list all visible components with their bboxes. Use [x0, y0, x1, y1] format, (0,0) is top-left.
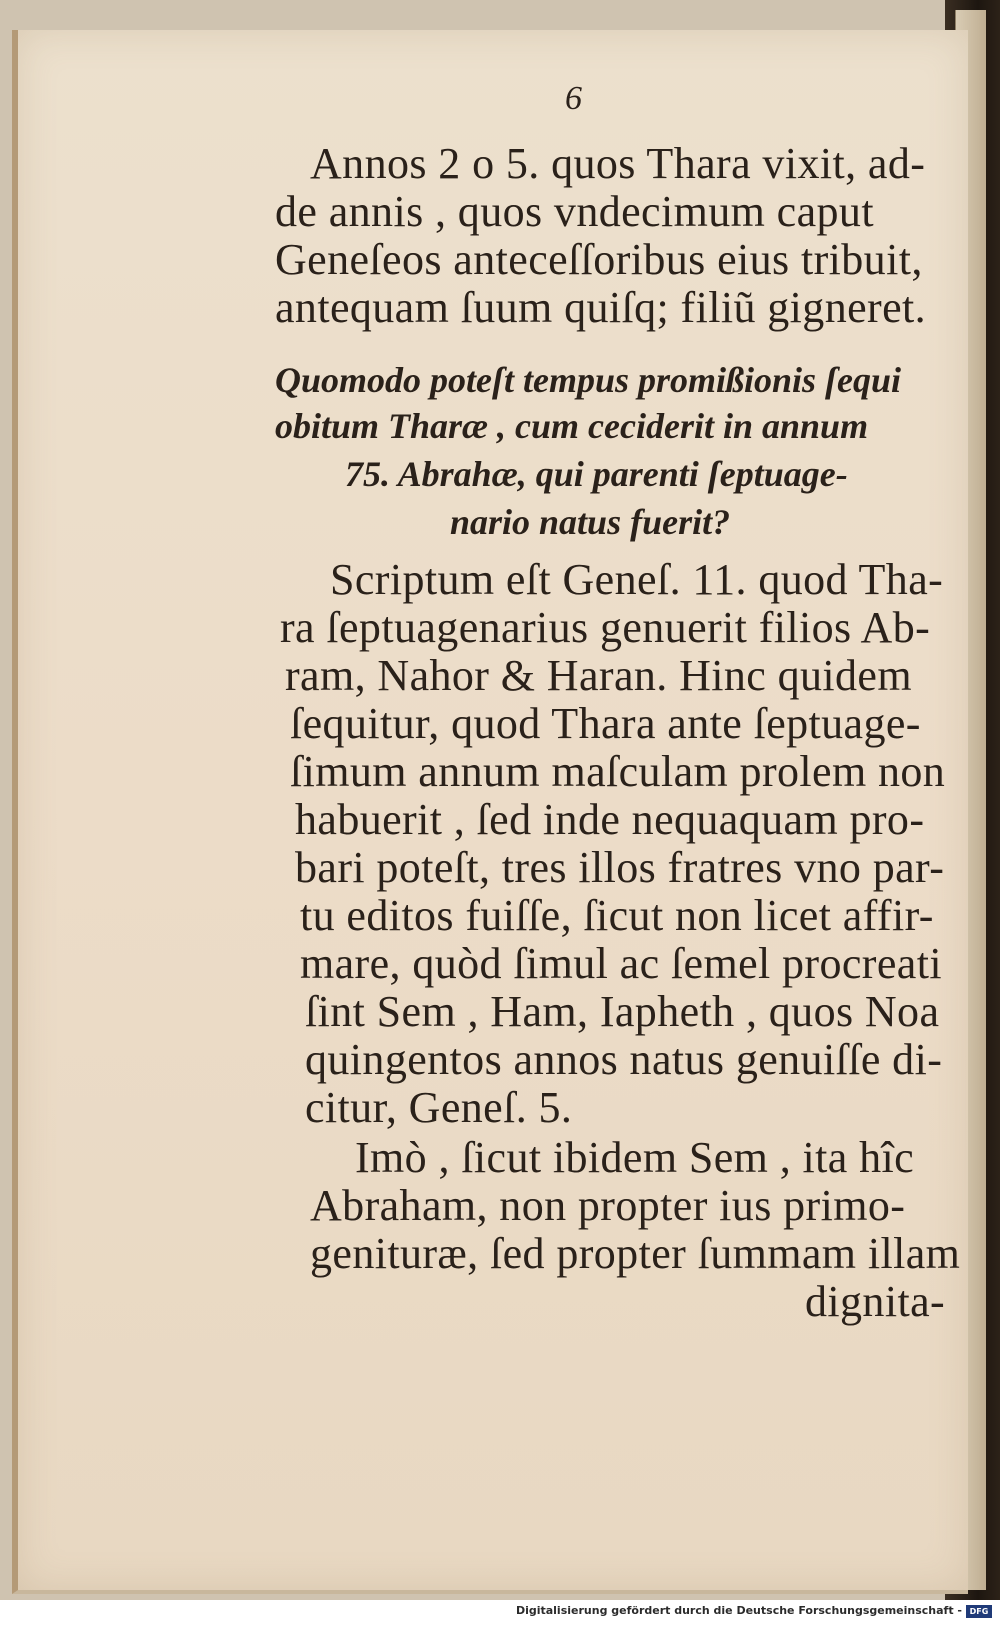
text-line: ſimum annum maſculam prolem non — [290, 747, 946, 796]
text-line: habuerit , ſed inde nequaquam pro- — [295, 795, 925, 844]
text-line: Scriptum eſt Geneſ. 11. quod Tha- — [330, 555, 944, 604]
text-line: quingentos annos natus genuiſſe di- — [305, 1035, 943, 1084]
text-line: mare, quòd ſimul ac ſemel procreati — [300, 939, 942, 988]
text-line: ſequitur, quod Thara ante ſeptuage- — [290, 699, 921, 748]
text-line: Geneſeos anteceſſoribus eius tribuit, — [275, 235, 923, 284]
question-heading-line: Quomodo poteſt tempus promißionis ſequi — [275, 360, 902, 400]
page-number: 6 — [565, 80, 582, 117]
text-line: antequam ſuum quiſq; filiũ gigneret. — [275, 283, 927, 332]
text-line: citur, Geneſ. 5. — [305, 1083, 573, 1132]
catchword: dignita- — [805, 1277, 946, 1326]
text-line: bari poteſt, tres illos fratres vno par- — [295, 843, 945, 892]
dfg-logo: DFG — [966, 1605, 992, 1618]
text-line: de annis , quos vndecimum caput — [275, 187, 874, 236]
question-heading-line: 75. Abrahæ, qui parenti ſeptuage- — [345, 454, 848, 494]
text-line: ra ſeptuagenarius genuerit filios Ab- — [280, 603, 931, 652]
question-heading-line: nario natus fuerit? — [450, 502, 731, 542]
text-line: ſint Sem , Ham, Iapheth , quos Noa — [305, 987, 940, 1036]
text-line: Abraham, non propter ius primo- — [310, 1181, 906, 1230]
text-line: ram, Nahor & Haran. Hinc quidem — [285, 651, 912, 700]
text-line: Annos 2 o 5. quos Thara vixit, ad- — [310, 139, 926, 188]
text-line: Imò , ſicut ibidem Sem , ita hîc — [355, 1133, 915, 1182]
funding-credit: Digitalisierung gefördert durch die Deutsche Forschungsgemeinschaft - — [515, 1604, 962, 1617]
question-heading-line: obitum Tharæ , cum ceciderit in annum — [275, 406, 869, 446]
text-line: tu editos fuiſſe, ſicut non licet affir- — [300, 891, 934, 940]
text-line: genituræ, ſed propter ſummam illam — [310, 1229, 961, 1278]
digitization-footer — [0, 1600, 1000, 1625]
